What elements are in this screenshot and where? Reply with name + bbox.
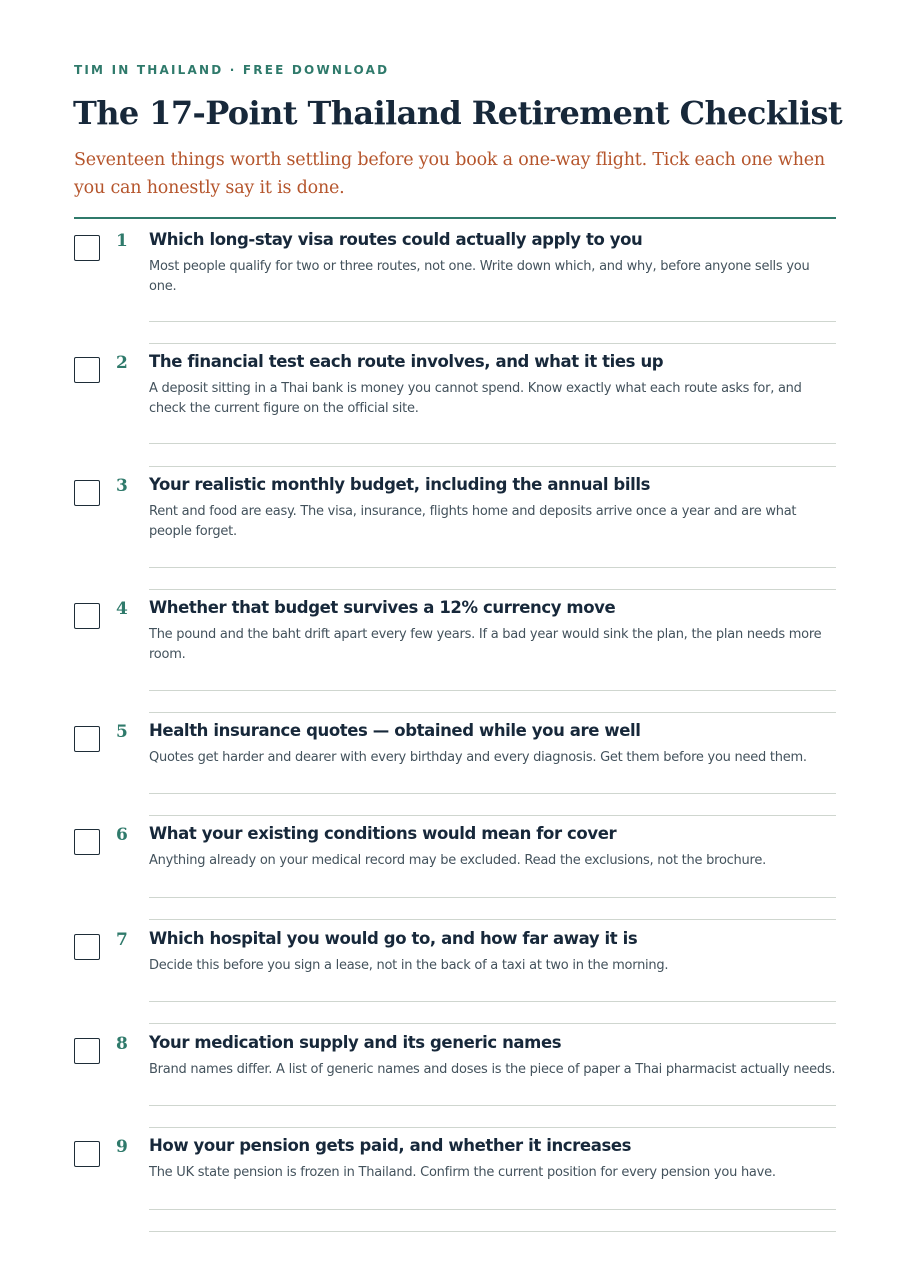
item-description: Decide this before you sign a lease, not in the back of a taxi at two in the morning.	[149, 958, 669, 973]
note-line	[149, 1105, 836, 1106]
item-title: How your pension gets paid, and whether it increases	[149, 1136, 632, 1155]
page-subtitle: Seventeen things worth settling before you book a one-way flight. Tick each one when you can honestly say it is done.	[74, 150, 825, 198]
note-line	[149, 1127, 836, 1128]
note-line	[149, 343, 836, 344]
item-description: Rent and food are easy. The visa, insurance, flights home and deposits arrive once a year and are what people forget.	[149, 504, 797, 539]
item-description: The pound and the baht drift apart every few years. If a bad year would sink the plan, the plan needs more room.	[149, 627, 822, 662]
item-number: 9	[116, 1137, 128, 1157]
item-title: The financial test each route involves, and what it ties up	[149, 352, 664, 371]
item-number: 3	[116, 476, 128, 496]
item-title: What your existing conditions would mean for cover	[149, 824, 617, 843]
checkbox-item-2[interactable]	[74, 357, 100, 383]
note-line	[149, 321, 836, 322]
note-line	[149, 919, 836, 920]
note-line	[149, 1231, 836, 1232]
note-line	[149, 466, 836, 467]
note-line	[149, 1209, 836, 1210]
page-title: The 17-Point Thailand Retirement Checklist	[73, 94, 843, 132]
note-line	[149, 443, 836, 444]
item-number: 6	[116, 825, 128, 845]
item-number: 2	[116, 353, 128, 373]
note-line	[149, 567, 836, 568]
item-number: 1	[116, 231, 128, 251]
item-description: A deposit sitting in a Thai bank is money you cannot spend. Know exactly what each route asks for, and check the current figure on the official site.	[149, 381, 802, 416]
item-description: Most people qualify for two or three routes, not one. Write down which, and why, before anyone sells you one.	[149, 259, 810, 294]
item-title: Which long-stay visa routes could actually apply to you	[149, 230, 643, 249]
note-line	[149, 815, 836, 816]
checkbox-item-8[interactable]	[74, 1038, 100, 1064]
item-description: Brand names differ. A list of generic names and doses is the piece of paper a Thai pharmacist actually needs.	[149, 1062, 836, 1077]
note-line	[149, 1001, 836, 1002]
item-title: Whether that budget survives a 12% currency move	[149, 598, 616, 617]
item-title: Which hospital you would go to, and how far away it is	[149, 929, 638, 948]
item-number: 5	[116, 722, 128, 742]
item-description: The UK state pension is frozen in Thailand. Confirm the current position for every pension you have.	[149, 1165, 776, 1180]
checkbox-item-4[interactable]	[74, 603, 100, 629]
note-line	[149, 793, 836, 794]
item-number: 7	[116, 930, 128, 950]
eyebrow-label: TIM IN THAILAND · FREE DOWNLOAD	[74, 63, 390, 77]
note-line	[149, 589, 836, 590]
item-description: Anything already on your medical record may be excluded. Read the exclusions, not the brochure.	[149, 853, 766, 868]
note-line	[149, 712, 836, 713]
checkbox-item-9[interactable]	[74, 1141, 100, 1167]
checkbox-item-3[interactable]	[74, 480, 100, 506]
checkbox-item-7[interactable]	[74, 934, 100, 960]
note-line	[149, 690, 836, 691]
item-title: Health insurance quotes — obtained while you are well	[149, 721, 641, 740]
note-line	[149, 897, 836, 898]
checkbox-item-6[interactable]	[74, 829, 100, 855]
checkbox-item-1[interactable]	[74, 235, 100, 261]
checkbox-item-5[interactable]	[74, 726, 100, 752]
item-number: 4	[116, 599, 128, 619]
item-title: Your realistic monthly budget, including the annual bills	[149, 475, 651, 494]
note-line	[149, 1023, 836, 1024]
item-description: Quotes get harder and dearer with every birthday and every diagnosis. Get them before you need them.	[149, 750, 807, 765]
item-number: 8	[116, 1034, 128, 1054]
item-title: Your medication supply and its generic names	[149, 1033, 562, 1052]
